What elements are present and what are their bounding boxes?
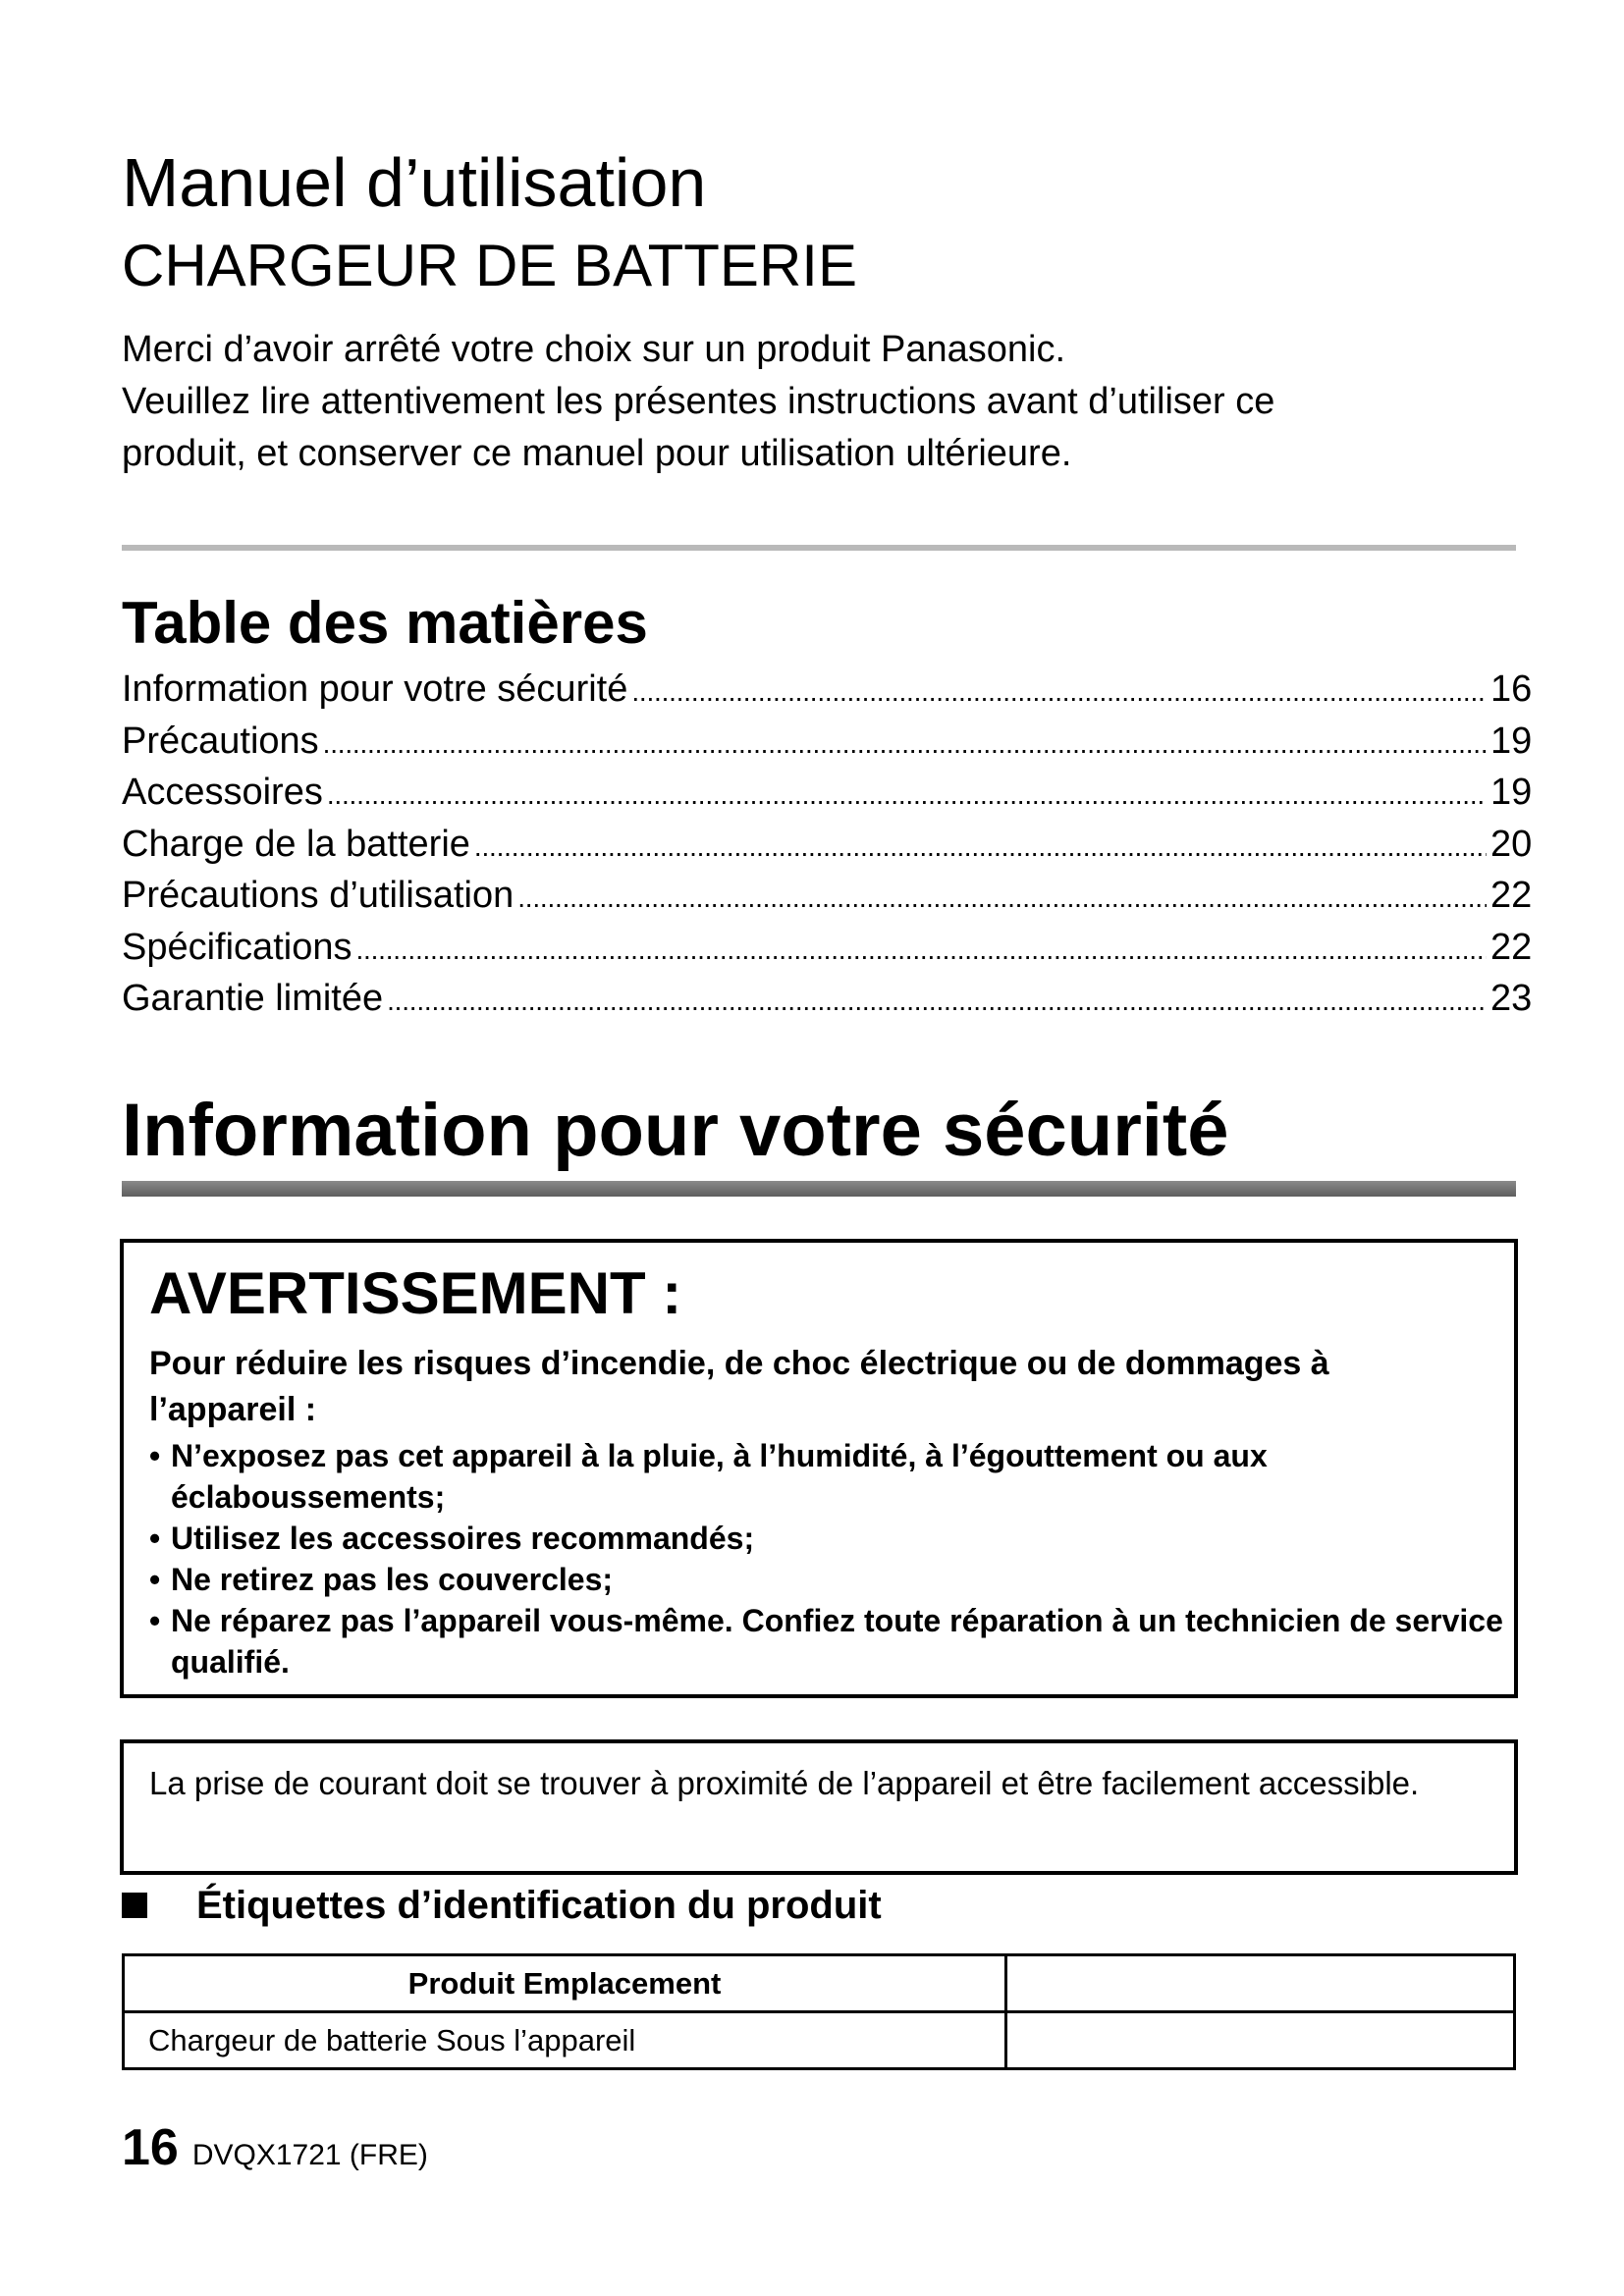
warning-item: • Utilisez les accessoires recommandés;	[149, 1518, 1504, 1559]
toc-entry-page: 22	[1490, 875, 1533, 916]
toc-entry-label: Information pour votre sécurité	[122, 668, 628, 710]
manual-title: Manuel d’utilisation	[122, 144, 707, 221]
toc-entry-page: 20	[1490, 823, 1533, 865]
toc-entry[interactable]	[122, 767, 1536, 819]
warning-item: • N’exposez pas cet appareil à la pluie, à l’humidité, à l’égouttement ou aux éclaboussements;	[149, 1435, 1504, 1518]
toc-entry-page: 16	[1490, 668, 1533, 710]
warning-title: AVERTISSEMENT :	[149, 1260, 682, 1326]
toc-entry-label: Spécifications	[122, 926, 352, 968]
toc-entry[interactable]	[122, 870, 1536, 922]
toc-leader-dots	[631, 664, 1487, 718]
toc-entry-label: Précautions d’utilisation	[122, 875, 514, 916]
intro-line: Merci d’avoir arrêté votre choix sur un produit Panasonic.	[122, 329, 1066, 370]
toc-entry-page: 22	[1490, 926, 1533, 968]
table-of-contents	[122, 664, 1536, 1025]
toc-leader-dots	[517, 870, 1487, 924]
table-cell: Chargeur de batterie Sous l’appareil	[124, 2012, 1006, 2069]
labels-heading-text: Étiquettes d’identification du produit	[196, 1884, 882, 1927]
table-cell	[1006, 2012, 1515, 2069]
intro-paragraph	[122, 324, 1516, 480]
toc-entry[interactable]	[122, 664, 1536, 716]
intro-line: produit, et conserver ce manuel pour utilisation ultérieure.	[122, 433, 1072, 474]
page-footer	[122, 2118, 428, 2177]
toc-leader-dots	[474, 819, 1487, 873]
product-label-table	[122, 1953, 1516, 2070]
table-row	[124, 2012, 1515, 2069]
toc-entry-label: Accessoires	[122, 772, 323, 813]
note-box	[120, 1739, 1518, 1875]
section-heading: Information pour votre sécurité	[122, 1089, 1229, 1172]
toc-entry-label: Charge de la batterie	[122, 823, 470, 865]
toc-leader-dots	[355, 922, 1487, 976]
toc-entry[interactable]	[122, 973, 1536, 1025]
manual-subtitle: CHARGEUR DE BATTERIE	[122, 233, 857, 298]
toc-leader-dots	[323, 716, 1487, 770]
table-header-cell: Produit Emplacement	[124, 1955, 1006, 2012]
toc-entry[interactable]	[122, 819, 1536, 871]
toc-entry-page: 19	[1490, 772, 1533, 813]
toc-entry[interactable]	[122, 922, 1536, 974]
toc-entry[interactable]	[122, 716, 1536, 768]
warning-lead: Pour réduire les risques d’incendie, de choc électrique ou de dommages à l’appareil :	[149, 1345, 1329, 1428]
toc-leader-dots	[327, 767, 1487, 821]
labels-heading	[122, 1881, 882, 1930]
warning-list	[149, 1435, 1504, 1682]
table-header-cell	[1006, 1955, 1515, 2012]
page-number: 16	[122, 2119, 179, 2176]
toc-leader-dots	[387, 973, 1487, 1027]
toc-entry-page: 19	[1490, 720, 1533, 762]
document-code: DVQX1721 (FRE)	[191, 2139, 428, 2171]
table-header-row	[124, 1955, 1515, 2012]
warning-item: • Ne réparez pas l’appareil vous-même. Confiez toute réparation à un technicien de service qualifié.	[149, 1600, 1504, 1682]
toc-heading: Table des matières	[122, 590, 648, 656]
divider	[122, 545, 1516, 551]
toc-entry-page: 23	[1490, 978, 1533, 1019]
toc-entry-label: Garantie limitée	[122, 978, 384, 1019]
note-text: La prise de courant doit se trouver à proximité de l’appareil et être facilement accessible.	[149, 1765, 1420, 1801]
warning-item: • Ne retirez pas les couvercles;	[149, 1559, 1504, 1600]
square-bullet-icon	[122, 1893, 147, 1918]
toc-entry-label: Précautions	[122, 720, 319, 762]
intro-line: Veuillez lire attentivement les présentes instructions avant d’utiliser ce	[122, 381, 1275, 422]
warning-box	[120, 1239, 1518, 1698]
section-underline	[122, 1181, 1516, 1197]
